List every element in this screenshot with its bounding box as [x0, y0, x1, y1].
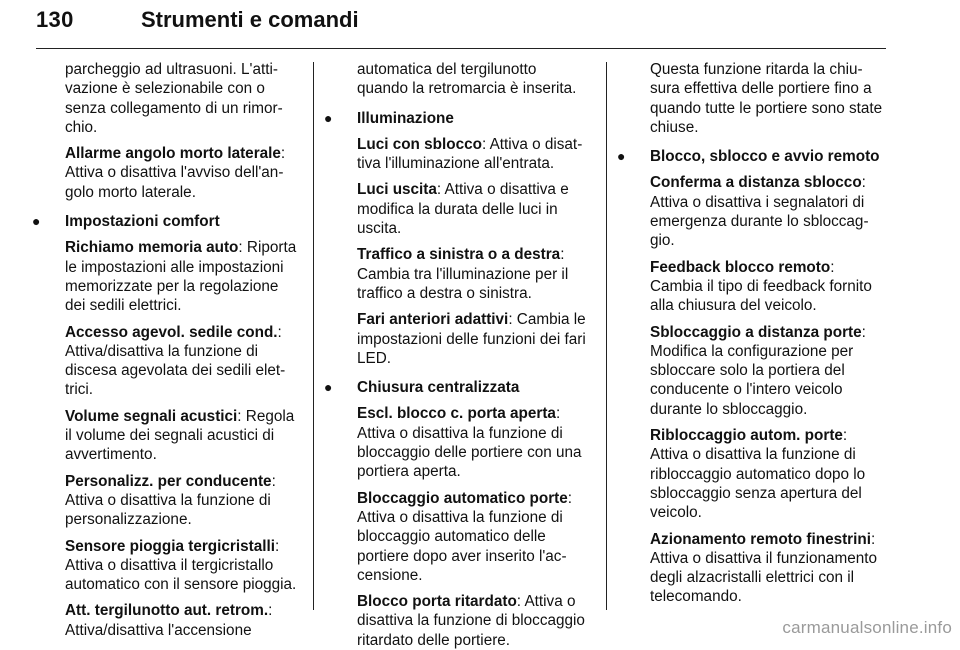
watermark: carmanualsonline.info [782, 618, 952, 637]
setting-description: : Attiva o disattiva il tergicristallo automatico con il sensore pioggia. [65, 537, 297, 594]
setting-description: : Attiva/disattiva la funzione di discesa agevolata dei sedili elettrici. [65, 323, 286, 399]
bullet-icon: ● [324, 109, 333, 126]
setting-term: Att. tergilunotto aut. retrom. [65, 602, 269, 620]
setting-term: Sensore pioggia tergicristalli [65, 537, 275, 555]
setting-term: Azionamento remoto finestrini [650, 530, 871, 548]
setting-description: : Modifica la configurazione per sbloccare solo la portiera del conducente o l'intero veicolo durante lo sbloccaggio. [650, 323, 866, 418]
paragraph: automatica del tergilunotto quando la retromarcia è inserita. [357, 61, 577, 98]
setting-term: Bloccaggio automatico porte [357, 489, 568, 507]
setting-entry [357, 489, 589, 585]
setting-term: Personalizz. per conducente [65, 472, 272, 490]
setting-description: : Cambia tra l'illuminazione per il traffico a destra o sinistra. [357, 246, 569, 302]
setting-entry [65, 537, 297, 595]
setting-description: : Attiva o disattiva la funzione di bloccaggio automatico delle portiere dopo aver inserito l'accensione. [357, 489, 573, 584]
setting-entry [357, 404, 589, 481]
setting-term: Escl. blocco c. porta aperta [357, 405, 556, 423]
section-bullet [32, 212, 297, 231]
setting-description: : Attiva o disattiva l'illuminazione all'entrata. [357, 135, 583, 173]
setting-entry [357, 180, 589, 238]
page-number: 130 [36, 7, 74, 32]
section-heading: Illuminazione [357, 109, 454, 127]
column-divider-1 [313, 62, 314, 610]
column-divider-2 [606, 62, 607, 610]
setting-term: Feedback blocco remoto [650, 258, 831, 276]
chapter-title: Strumenti e comandi [141, 7, 359, 32]
setting-term: Volume segnali acustici [65, 407, 238, 425]
setting-entry [357, 135, 589, 174]
setting-description: : Cambia le impostazioni delle funzioni dei fari LED. [357, 311, 586, 367]
bullet-icon: ● [324, 379, 333, 396]
setting-description: : Attiva o disattiva la funzione di bloccaggio ritardato delle portiere. [357, 593, 585, 649]
setting-description: : Attiva o disattiva i segnalatori di emergenza durante lo sbloccaggio. [650, 174, 869, 250]
setting-description: : Attiva/disattiva l'accensione [65, 602, 273, 639]
setting-term: Conferma a distanza sblocco [650, 174, 862, 192]
setting-description: : Attiva o disattiva la funzione di bloccaggio delle portiere con una portiera aperta. [357, 405, 582, 481]
setting-term: Luci uscita [357, 181, 437, 199]
setting-entry [65, 323, 297, 400]
paragraph: Questa funzione ritarda la chiusura effettiva delle portiere fino a quando tutte le portiere sono state chiuse. [650, 61, 883, 136]
setting-term: Traffico a sinistra o a destra [357, 246, 561, 264]
setting-entry [65, 407, 297, 465]
setting-term: Sbloccaggio a distanza porte [650, 323, 862, 341]
setting-description: : Cambia il tipo di feedback fornito alla chiusura del veicolo. [650, 258, 872, 315]
setting-entry [65, 144, 297, 202]
paragraph: parcheggio ad ultrasuoni. L'attivazione è selezionabile con o senza collegamento di un rimorchio. [65, 61, 283, 136]
setting-description: : Riporta le impostazioni alle impostazioni memorizzate per la regolazione dei sedili elettrici. [65, 239, 297, 315]
bullet-icon: ● [617, 148, 626, 165]
setting-entry [65, 238, 297, 315]
setting-entry [357, 592, 589, 650]
setting-term: Ribloccaggio autom. porte [650, 427, 843, 445]
setting-term: Luci con sblocco [357, 135, 482, 153]
setting-description: : Attiva o disattiva l'avviso dell'angolo morto laterale. [65, 145, 286, 201]
setting-term: Blocco porta ritardato [357, 593, 517, 611]
section-bullet [324, 378, 589, 397]
page-header [36, 7, 886, 47]
header-rule [36, 48, 886, 49]
section-bullet [324, 109, 589, 128]
bullet-icon: ● [32, 213, 41, 230]
setting-entry [357, 245, 589, 303]
section-heading: Blocco, sblocco e avvio remoto [650, 148, 880, 166]
setting-term: Allarme angolo morto laterale [65, 145, 281, 163]
column-1 [32, 60, 297, 640]
column-3 [617, 60, 886, 607]
setting-entry [650, 323, 886, 419]
section-bullet [617, 147, 886, 166]
setting-term: Fari anteriori adattivi [357, 311, 509, 329]
column-2 [324, 60, 589, 650]
setting-entry [65, 601, 297, 640]
setting-term: Accesso agevol. sedile cond. [65, 323, 278, 341]
setting-term: Richiamo memoria auto [65, 239, 239, 257]
section-heading: Impostazioni comfort [65, 213, 220, 231]
setting-entry [650, 173, 886, 250]
setting-description: : Regola il volume dei segnali acustici di avvertimento. [65, 407, 295, 464]
setting-description: : Attiva o disattiva e modifica la durata delle luci in uscita. [357, 181, 569, 238]
section-heading: Chiusura centralizzata [357, 379, 520, 397]
setting-description: : Attiva o disattiva la funzione di personalizzazione. [65, 472, 276, 529]
setting-entry [650, 530, 886, 607]
setting-entry [650, 426, 886, 522]
setting-description: : Attiva o disattiva il funzionamento degli alzacristalli elettrici con il telecomando. [650, 530, 878, 606]
setting-entry [65, 472, 297, 530]
setting-description: : Attiva o disattiva la funzione di ribloccaggio automatico dopo lo sbloccaggio senza apertura del veicolo. [650, 427, 866, 522]
setting-entry [650, 258, 886, 316]
setting-entry [357, 310, 589, 368]
